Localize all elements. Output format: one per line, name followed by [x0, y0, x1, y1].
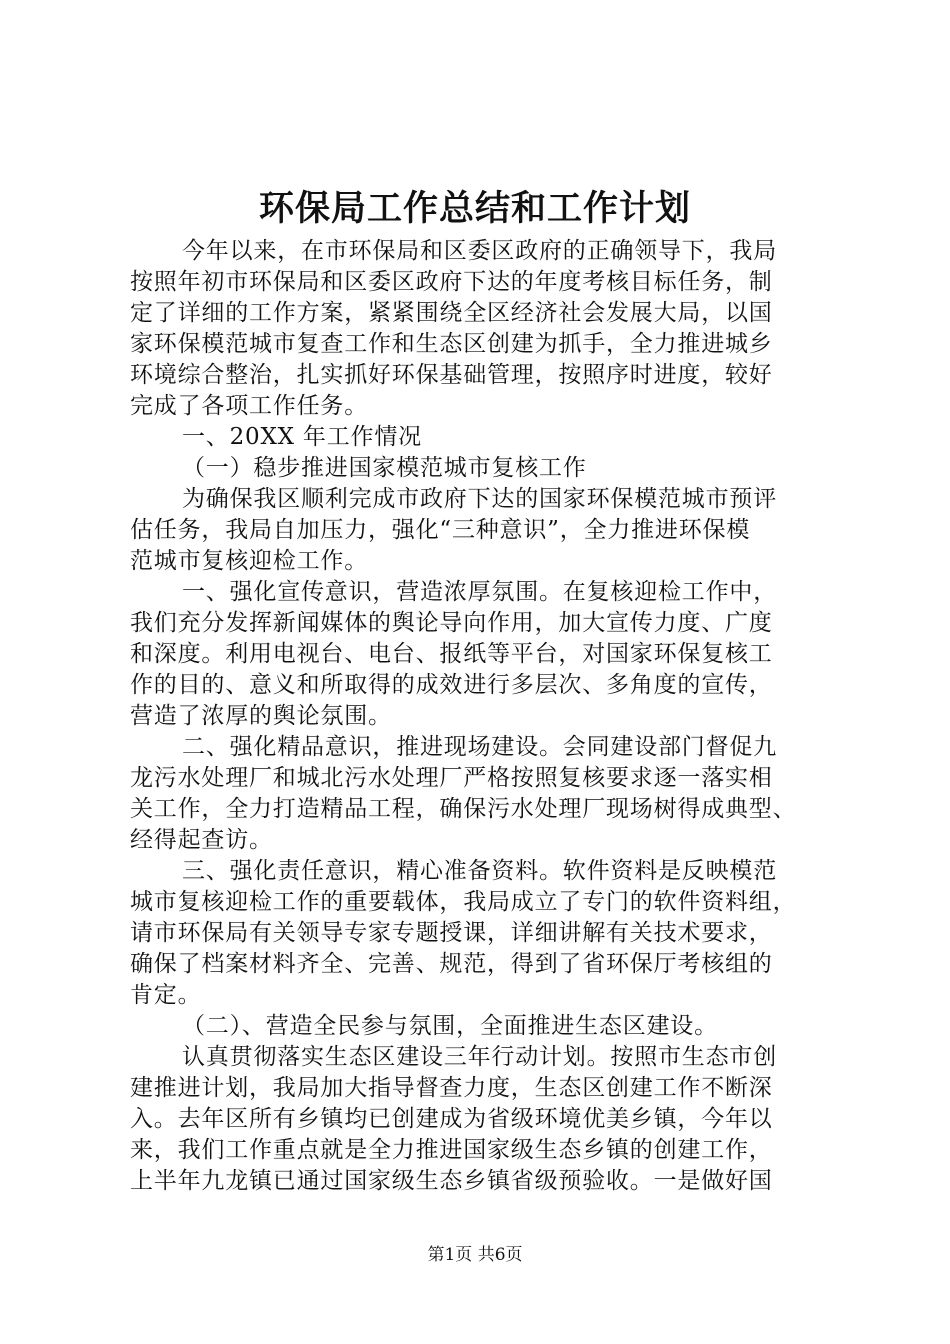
body-line: 范城市复核迎检工作。: [130, 548, 368, 574]
body-line: 来，我们工作重点就是全力推进国家级生态乡镇的创建工作，: [130, 1137, 773, 1163]
document-body: [130, 236, 830, 1197]
body-line: 和深度。利用电视台、电台、报纸等平台，对国家环保复核工: [130, 641, 773, 667]
body-line: 环境综合整治，扎实抓好环保基础管理，按照序时进度，较好: [130, 362, 773, 388]
body-line: 入。去年区所有乡镇均已创建成为省级环境优美乡镇，今年以: [130, 1106, 773, 1132]
body-line: 定了详细的工作方案，紧紧围绕全区经济社会发展大局，以国: [130, 300, 773, 326]
body-line: 营造了浓厚的舆论氛围。: [130, 703, 392, 729]
body-line: 请市环保局有关领导专家专题授课，详细讲解有关技术要求，: [130, 920, 773, 946]
body-line: 一、20XX 年工作情况: [182, 424, 422, 450]
document-title: 环保局工作总结和工作计划: [258, 188, 691, 229]
body-line: （二）、营造全民参与氛围，全面推进生态区建设。: [182, 1013, 718, 1039]
body-line: 家环保模范城市复查工作和生态区创建为抓手，全力推进城乡: [130, 331, 773, 357]
body-line: 完成了各项工作任务。: [130, 393, 368, 419]
body-line: （一）稳步推进国家模范城市复核工作: [182, 455, 587, 481]
body-line: 肯定。: [130, 982, 202, 1008]
body-line: 认真贯彻落实生态区建设三年行动计划。按照市生态市创: [182, 1044, 777, 1070]
body-line: 三、强化责任意识，精心准备资料。软件资料是反映模范: [182, 858, 777, 884]
body-line: 城市复核迎检工作的重要载体，我局成立了专门的软件资料组，: [130, 889, 797, 915]
body-line: 作的目的、意义和所取得的成效进行多层次、多角度的宣传，: [130, 672, 773, 698]
body-line: 确保了档案材料齐全、完善、规范，得到了省环保厅考核组的: [130, 951, 773, 977]
page-footer: 第1页 共6页: [427, 1245, 523, 1265]
body-line: 经得起查访。: [130, 827, 273, 853]
body-line: 我们充分发挥新闻媒体的舆论导向作用，加大宣传力度、广度: [130, 610, 773, 636]
body-line: 上半年九龙镇已通过国家级生态乡镇省级预验收。一是做好国: [130, 1168, 773, 1194]
body-line: 为确保我区顺利完成市政府下达的国家环保模范城市预评: [182, 486, 777, 512]
body-line: 关工作，全力打造精品工程，确保污水处理厂现场树得成典型、: [130, 796, 797, 822]
body-line: 按照年初市环保局和区委区政府下达的年度考核目标任务，制: [130, 269, 773, 295]
body-line: 龙污水处理厂和城北污水处理厂严格按照复核要求逐一落实相: [130, 765, 773, 791]
body-line: 一、强化宣传意识，营造浓厚氛围。在复核迎检工作中，: [182, 579, 777, 605]
body-line: 建推进计划，我局加大指导督查力度，生态区创建工作不断深: [130, 1075, 773, 1101]
body-line: 二、强化精品意识，推进现场建设。会同建设部门督促九: [182, 734, 777, 760]
body-line: 估任务，我局自加压力，强化“三种意识”，全力推进环保模: [130, 517, 751, 543]
body-line: 今年以来，在市环保局和区委区政府的正确领导下，我局: [182, 238, 777, 264]
